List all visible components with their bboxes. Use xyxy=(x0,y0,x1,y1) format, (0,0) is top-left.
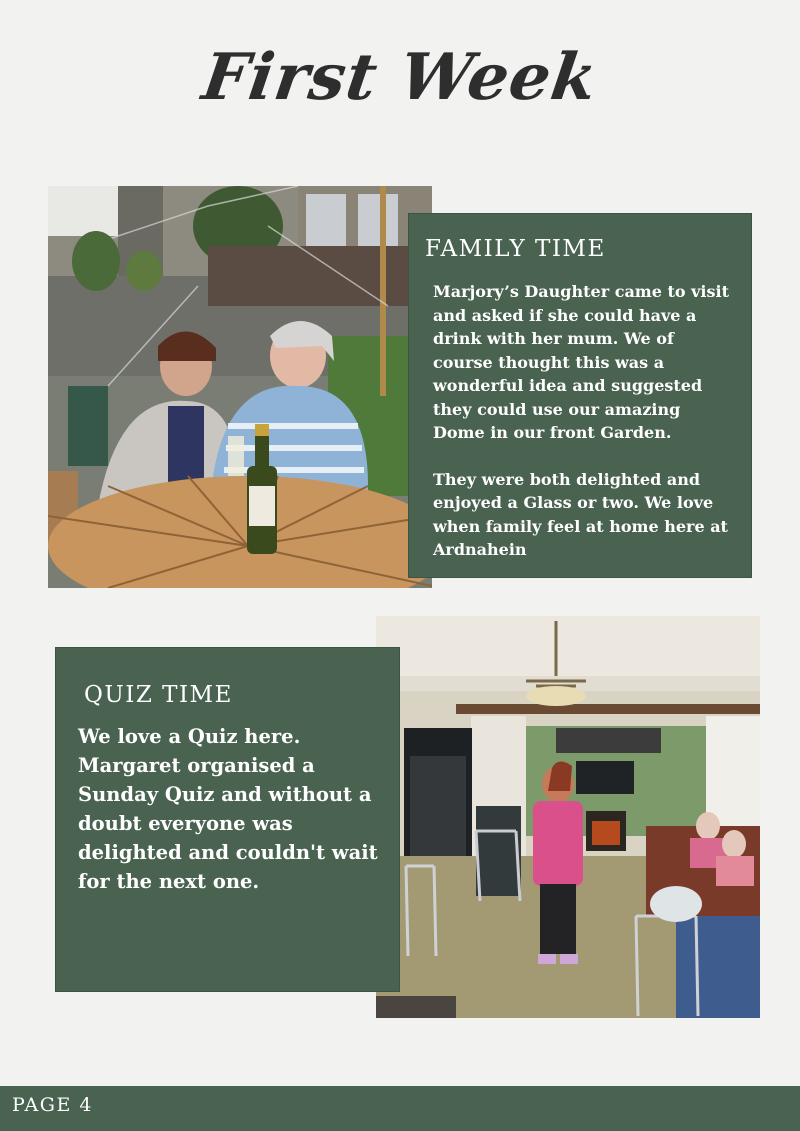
quiz-time-paragraph: We love a Quiz here. Margaret organised a Sunday Quiz and without a doubt everyone was delighted and couldn't wait for the next one. xyxy=(78,725,378,893)
page-title: First Week xyxy=(197,40,603,115)
quiz-time-card xyxy=(55,647,400,992)
quiz-time-heading: QUIZ TIME xyxy=(84,682,233,708)
family-photo xyxy=(48,186,432,588)
family-time-heading: FAMILY TIME xyxy=(425,236,606,262)
family-time-card xyxy=(408,213,752,578)
quiz-photo xyxy=(376,616,760,1018)
page-number-label: PAGE 4 xyxy=(12,1094,93,1116)
family-time-paragraph-1: Marjory’s Daughter came to visit and asked if she could have a drink with her mum. We of course thought this was a wonderful idea and suggested they could use our amazing Dome in our front Garden. xyxy=(433,282,729,442)
family-time-paragraph-2: They were both delighted and enjoyed a Glass or two. We love when family feel at home here at Ardnahein xyxy=(433,469,728,559)
page-footer xyxy=(0,1086,800,1131)
